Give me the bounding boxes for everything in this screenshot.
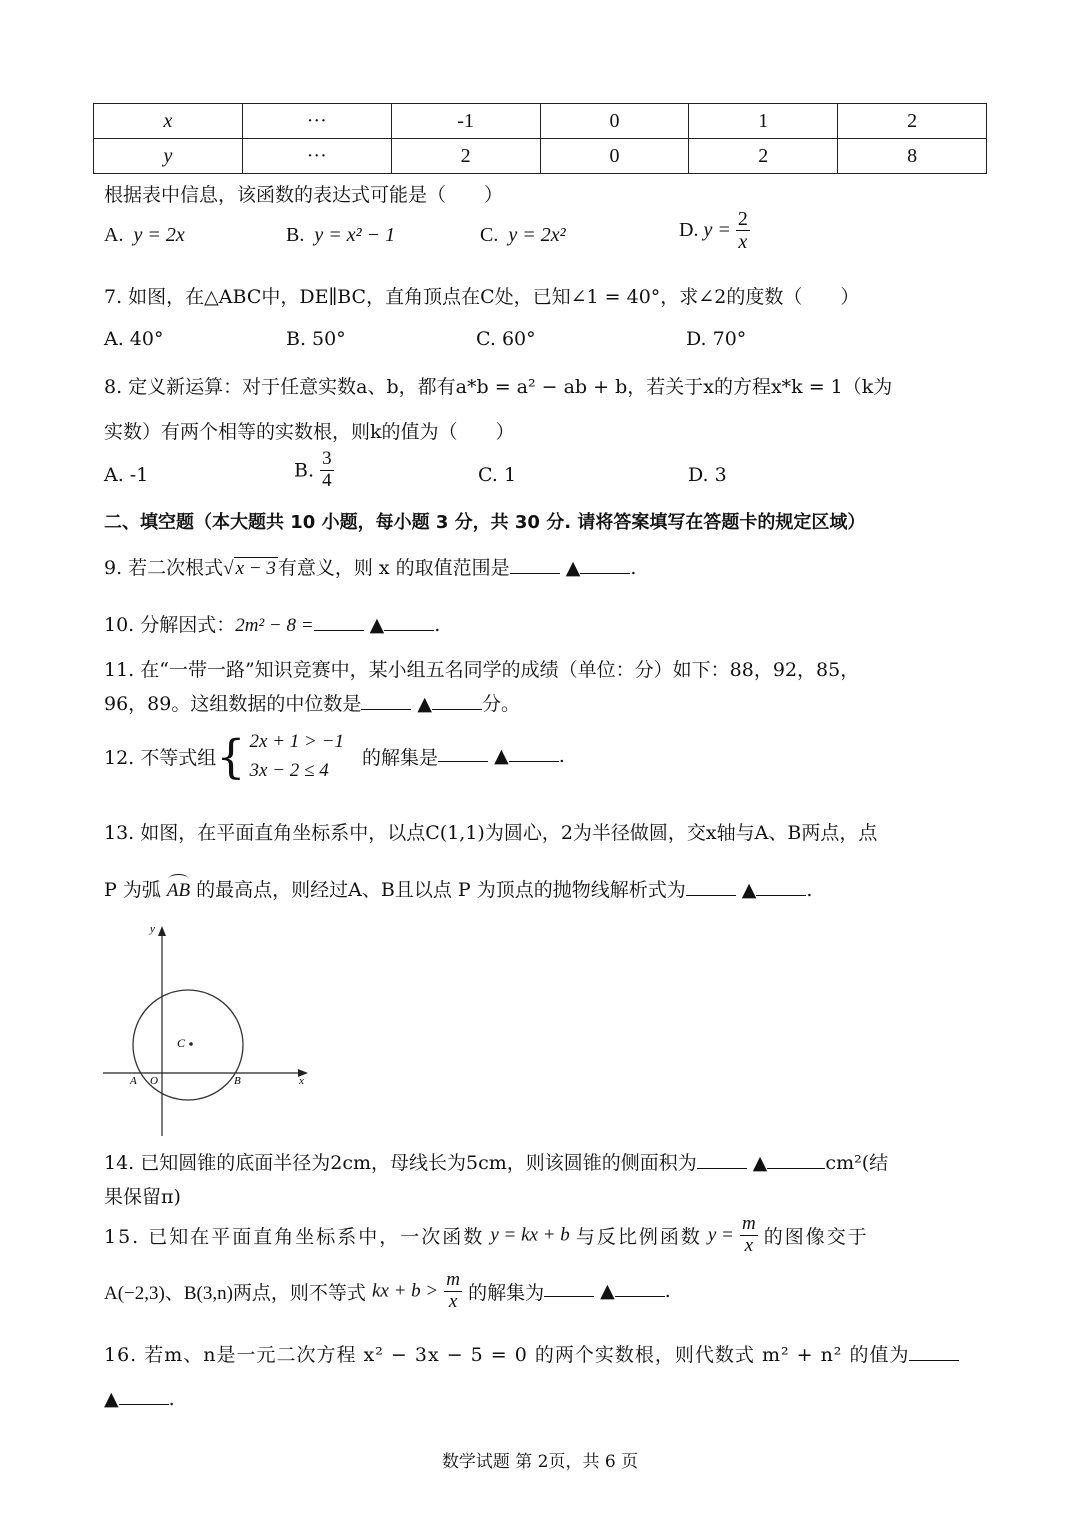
answer-mark: ▲ xyxy=(417,693,433,715)
table-cell: x xyxy=(94,104,243,139)
answer-mark: ▲ xyxy=(565,557,581,579)
answer-mark: ▲ xyxy=(600,1280,615,1303)
y-label: y xyxy=(150,923,155,935)
table-cell: 8 xyxy=(838,139,987,174)
o-label: O xyxy=(150,1075,158,1087)
section-heading: 二、填空题（本大题共 10 小题，每小题 3 分，共 30 分. 请将答案填写在答题卡的规定区域） xyxy=(104,512,866,533)
q11-line1: 11. 在“一带一路”知识竞赛中，某小组五名同学的成绩（单位：分）如下：88，92，85， xyxy=(104,659,860,681)
q8-option-a: A. -1 xyxy=(104,464,149,486)
table-cell: ··· xyxy=(242,139,391,174)
q12: 12. 不等式组{ 2x + 1 > −1 3x − 2 ≤ 4 的解集是 ▲ . xyxy=(104,729,565,784)
xy-value-table xyxy=(93,103,987,174)
q14-line1: 14. 已知圆锥的底面半径为2cm，母线长为5cm，则该圆锥的侧面积为 ▲ cm²(结 xyxy=(104,1152,889,1174)
q8-option-b: B. $\frac{3}{4}$ xyxy=(294,448,332,491)
q6-option-a: A. y = 2x xyxy=(104,224,185,246)
table-cell: 2 xyxy=(391,139,540,174)
table-cell: 1 xyxy=(689,104,838,139)
q8-line2: 实数）有两个相等的实数根，则k的值为（ ） xyxy=(104,421,515,443)
a-label: A xyxy=(130,1075,137,1087)
q10: 10. 分解因式：2m² − 8 = ▲ . xyxy=(104,614,441,636)
q13-line2: P 为弧 AB 的最高点，则经过A、B且以点 P 为顶点的抛物线解析式为 ▲ . xyxy=(104,879,813,901)
table-cell: y xyxy=(94,139,243,174)
answer-mark: ▲ xyxy=(104,1388,119,1410)
q8-line1: 8. 定义新运算：对于任意实数a、b，都有a*b = a² − ab + b，若关于x的方程x*k = 1（k为 xyxy=(104,376,893,398)
q7-stem: 7. 如图，在△ABC中，DE∥BC，直角顶点在C处，已知∠1 = 40°，求∠2的度数（ ） xyxy=(104,286,860,308)
answer-mark: ▲ xyxy=(752,1152,768,1174)
q14-line2: 果保留π) xyxy=(104,1186,181,1208)
table-row xyxy=(94,104,987,139)
table-cell: ··· xyxy=(242,104,391,139)
q8-option-d: D. 3 xyxy=(688,464,727,486)
q6-option-b: B. y = x² − 1 xyxy=(286,224,396,246)
q16-line2: ▲ . xyxy=(104,1388,175,1410)
table-cell: 2 xyxy=(689,139,838,174)
page-footer: 数学试题 第 2页，共 6 页 xyxy=(441,1452,639,1472)
table-cell: 0 xyxy=(540,139,689,174)
y-axis-arrow xyxy=(158,926,166,936)
x-label: x xyxy=(299,1075,304,1087)
table-row xyxy=(94,139,987,174)
q6-option-d: D. y = $\frac{2}{x}$ xyxy=(679,208,748,253)
answer-mark: ▲ xyxy=(741,879,757,901)
q7-option-d: D. 70° xyxy=(686,328,747,350)
table-cell: -1 xyxy=(391,104,540,139)
q16-line1: 16. 若m、n是一元二次方程 x² − 3x − 5 = 0 的两个实数根，则代数式 m² + n² 的值为 xyxy=(104,1340,959,1367)
q6-option-c: C. y = 2x² xyxy=(480,224,566,246)
table-cell: 0 xyxy=(540,104,689,139)
q15-line2: A(−2,3)、B(3,n)两点，则不等式 kx + b > $\frac{m}{x}$ 的解集为 ▲ . xyxy=(104,1269,671,1312)
q11-line2: 96，89。这组数据的中位数是 ▲ 分。 xyxy=(104,693,521,715)
q7-option-a: A. 40° xyxy=(104,328,164,350)
q7-option-b: B. 50° xyxy=(286,328,346,350)
circle-coordinate-figure xyxy=(98,918,318,1140)
q9: 9. 若二次根式√ x − 3 有意义，则 x 的取值范围是 ▲ . xyxy=(104,557,637,579)
center-point xyxy=(189,1042,193,1046)
table-cell: 2 xyxy=(838,104,987,139)
q13-line1: 13. 如图，在平面直角坐标系中，以点C(1,1)为圆心，2为半径做圆，交x轴与A、B两点，点 xyxy=(104,822,878,844)
q8-option-c: C. 1 xyxy=(478,464,517,486)
q6-stem: 根据表中信息，该函数的表达式可能是（ ） xyxy=(104,184,504,206)
answer-mark: ▲ xyxy=(369,614,385,636)
c-label: C xyxy=(177,1036,186,1050)
answer-mark: ▲ xyxy=(494,745,509,768)
b-label: B xyxy=(234,1075,241,1087)
q15-line1: 15. 已知在平面直角坐标系中，一次函数 y = kx + b 与反比例函数 y = $\frac{m}{x}$ 的图像交于 xyxy=(104,1213,869,1256)
q7-option-c: C. 60° xyxy=(476,328,536,350)
